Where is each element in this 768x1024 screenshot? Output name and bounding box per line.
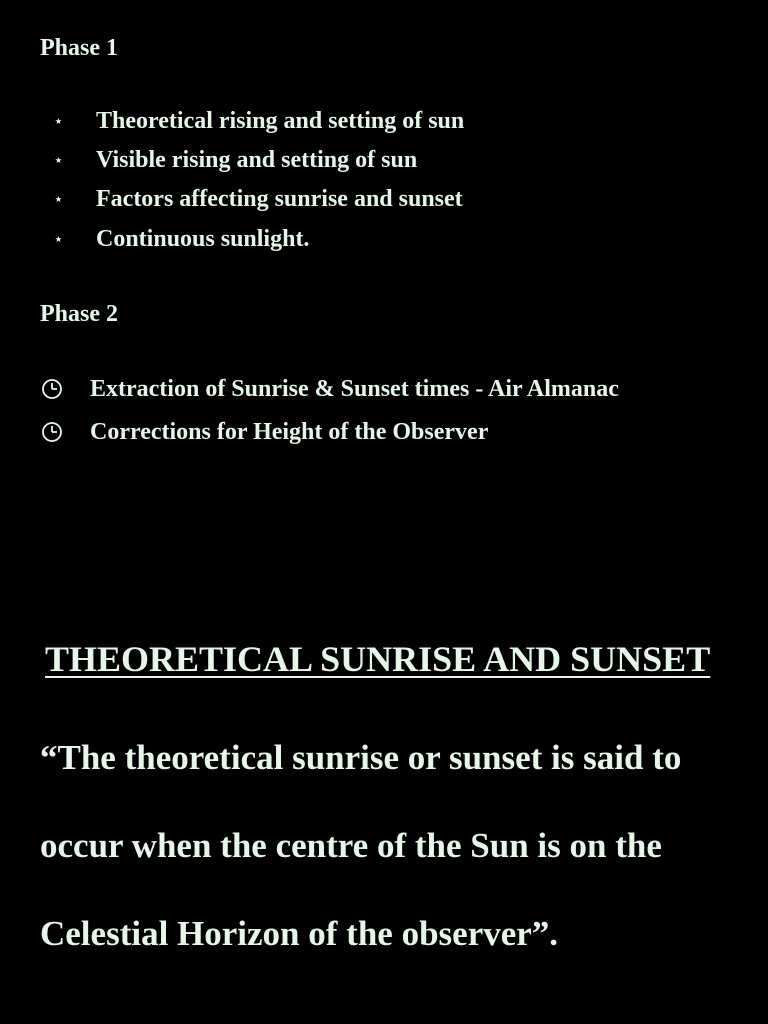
phase-1-item-text: Continuous sunlight. [96, 226, 310, 252]
phase-1-title: Phase 1 [40, 35, 118, 61]
clock-icon [40, 374, 68, 404]
section-heading: THEORETICAL SUNRISE AND SUNSET [45, 639, 711, 679]
phase-1-item-text: Factors affecting sunrise and sunset [96, 186, 463, 212]
crescent-star-icon [40, 106, 68, 136]
quote-line: Celestial Horizon of the observer”. [40, 914, 559, 953]
phase-2-item-text: Corrections for Height of the Observer [90, 419, 489, 445]
phase-1-item-text: Theoretical rising and setting of sun [96, 108, 465, 134]
phase-2-item-text: Extraction of Sunrise & Sunset times - Air Almanac [90, 376, 619, 402]
crescent-star-icon [40, 184, 68, 214]
phase-1-item-text: Visible rising and setting of sun [96, 147, 418, 173]
quote-line: occur when the centre of the Sun is on the [40, 826, 662, 865]
quote-line: “The theoretical sunrise or sunset is said to [40, 738, 682, 777]
crescent-star-icon [40, 145, 68, 175]
clock-icon [40, 417, 68, 447]
crescent-star-icon [40, 224, 68, 254]
phase-2-title: Phase 2 [40, 301, 118, 327]
